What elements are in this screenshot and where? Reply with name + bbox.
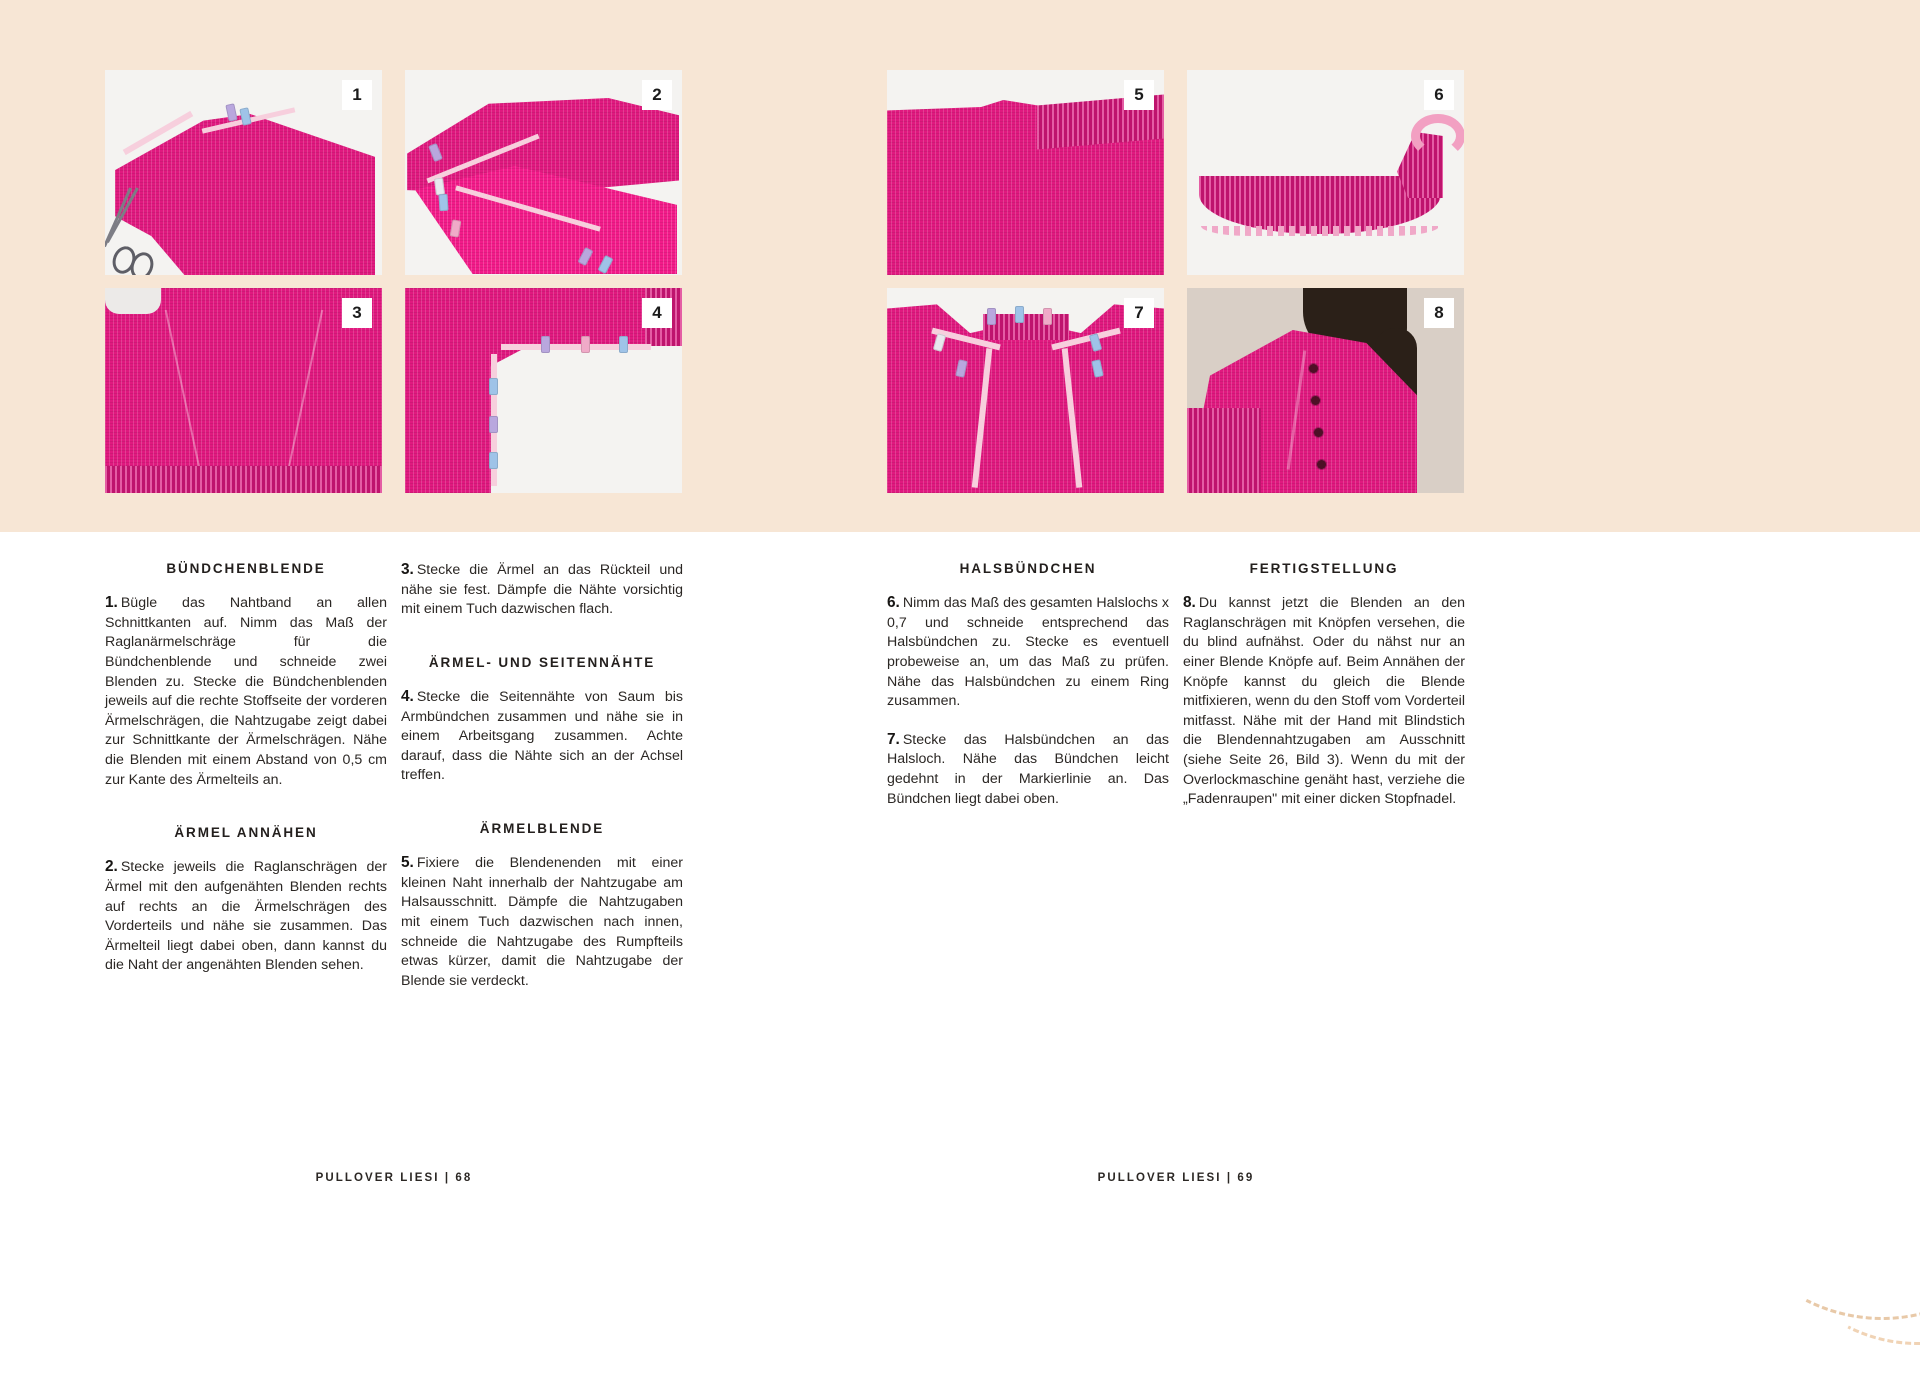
step-number: 4. [401,687,414,705]
step-paragraph-7 [887,730,1169,809]
photo-number-badge: 5 [1124,80,1154,110]
photo-number-badge: 6 [1424,80,1454,110]
text-column-2 [401,532,683,1009]
step-number: 2. [105,858,118,876]
instruction-text-area [0,532,1920,1200]
text-column-1 [105,532,387,994]
step-text: Nimm das Maß des gesamten Halslochs x 0,7 und schneide entsprechend das Halsbündchen zu. Stecke es eventuell probeweise an, um das Maß zu prüfen. Nähe das Halsbündchen zu einem Ring zusammen. [887,595,1169,710]
step-paragraph-8 [1183,593,1465,810]
photo-7 [887,288,1164,493]
dashed-swirl-decoration [1670,940,1920,1363]
dashed-swirl-decoration-inner [1724,999,1920,1385]
footer-left-page: PULLOVER LIESI | 68 [315,1172,473,1184]
step-paragraph-5 [401,853,683,991]
photo-6 [1187,70,1464,275]
section-heading-aermelblende: ÄRMELBLENDE [401,820,683,839]
step-text: Stecke das Halsbündchen an das Halsloch. Nähe das Bündchen leicht gedehnt in der Markierlinie an. Das Bündchen liegt dabei oben. [887,731,1169,807]
step-number: 3. [401,561,414,578]
text-column-3 [887,532,1169,827]
section-heading-aermel-annaehen: ÄRMEL ANNÄHEN [105,824,387,843]
step-paragraph-6 [887,593,1169,712]
photo-number-badge: 4 [642,298,672,328]
step-text: Stecke jeweils die Raglanschrägen der Ärmel mit den aufgenähten Blenden rechts auf rechts an die Ärmelschrägen des Vorderteils und nähe sie zusammen. Das Ärmelteil liegt dabei oben, dann kannst du die Naht der angenähten Blenden sehen. [105,859,387,974]
section-heading-halsbuendchen: HALSBÜNDCHEN [887,560,1169,579]
photo-1 [105,70,382,275]
left-page-photo-grid [105,70,683,498]
text-column-4 [1183,532,1465,828]
step-text: Stecke die Seitennähte von Saum bis Armbündchen zusammen und nähe sie in einem Arbeitsgang zusammen. Achte darauf, dass die Nähte sich an der Achsel treffen. [401,688,683,784]
step-text: Stecke die Ärmel an das Rückteil und nähe sie fest. Dämpfe die Nähte vorsichtig mit einem Tuch dazwischen flach. [401,562,683,618]
step-paragraph-1 [105,593,387,790]
section-heading-aermel-und-seitennaehte: ÄRMEL- UND SEITENNÄHTE [401,654,683,673]
photo-8 [1187,288,1464,493]
step-paragraph-3 [401,560,683,620]
photo-4 [405,288,682,493]
section-heading-fertigstellung: FERTIGSTELLUNG [1183,560,1465,579]
step-text: Fixiere die Blendenenden mit einer kleinen Naht innerhalb der Nahtzugabe am Halsausschnitt. Dämpfe die Nahtzugaben mit einem Tuch dazwischen nach innen, schneide die Nahtzugabe des Rumpfteils etwas kürzer, damit die Nahtzugabe der Blende sie verdeckt. [401,855,683,989]
photo-number-badge: 8 [1424,298,1454,328]
photo-5 [887,70,1164,275]
step-number: 5. [401,854,414,872]
photo-number-badge: 3 [342,298,372,328]
footer-right-page: PULLOVER LIESI | 69 [1097,1172,1255,1184]
step-text: Bügle das Nahtband an allen Schnittkanten auf. Nimm das Maß der Raglanärmelschräge für die Bündchenblende und schneide zwei Blenden zu. Stecke die Bündchenblenden jeweils auf die rechte Stoffseite der vorderen Ärmelschrägen, die Nahtzugabe zeigt dabei zur Schnittkante der Ärmelschrägen. Nähe die Blenden mit einem Abstand von 0,5 cm zur Kante des Ärmelteils an. [105,595,387,788]
right-page-photo-grid [887,70,1465,498]
photo-number-badge: 7 [1124,298,1154,328]
step-number: 8. [1183,594,1196,612]
section-heading-buendchenblende: BÜNDCHENBLENDE [105,560,387,579]
step-paragraph-4 [401,687,683,786]
step-number: 6. [887,594,900,612]
photo-3 [105,288,382,493]
photo-number-badge: 1 [342,80,372,110]
photo-number-badge: 2 [642,80,672,110]
step-text: Du kannst jetzt die Blenden an den Raglanschrägen mit Knöpfen versehen, die du blind aufnähst. Oder du nähst nur an einer Blende Knöpfe auf. Beim Annähen der Knöpfe kannst du gleich die Blende mitfixieren, wenn du den Stoff vom Vorderteil mitfasst. Nähe mit der Hand mit Blindstich die Blendennahtzugaben am Ausschnitt (siehe Seite 26, Bild 3). Wenn du mit der Overlockmaschine genäht hast, verziehe die „Fadenraupen" mit einer dicken Stopfnadel. [1183,595,1465,808]
step-number: 7. [887,730,900,748]
step-number: 1. [105,594,118,612]
step-paragraph-2 [105,857,387,976]
photo-2 [405,70,682,275]
photo-band [0,0,1920,532]
